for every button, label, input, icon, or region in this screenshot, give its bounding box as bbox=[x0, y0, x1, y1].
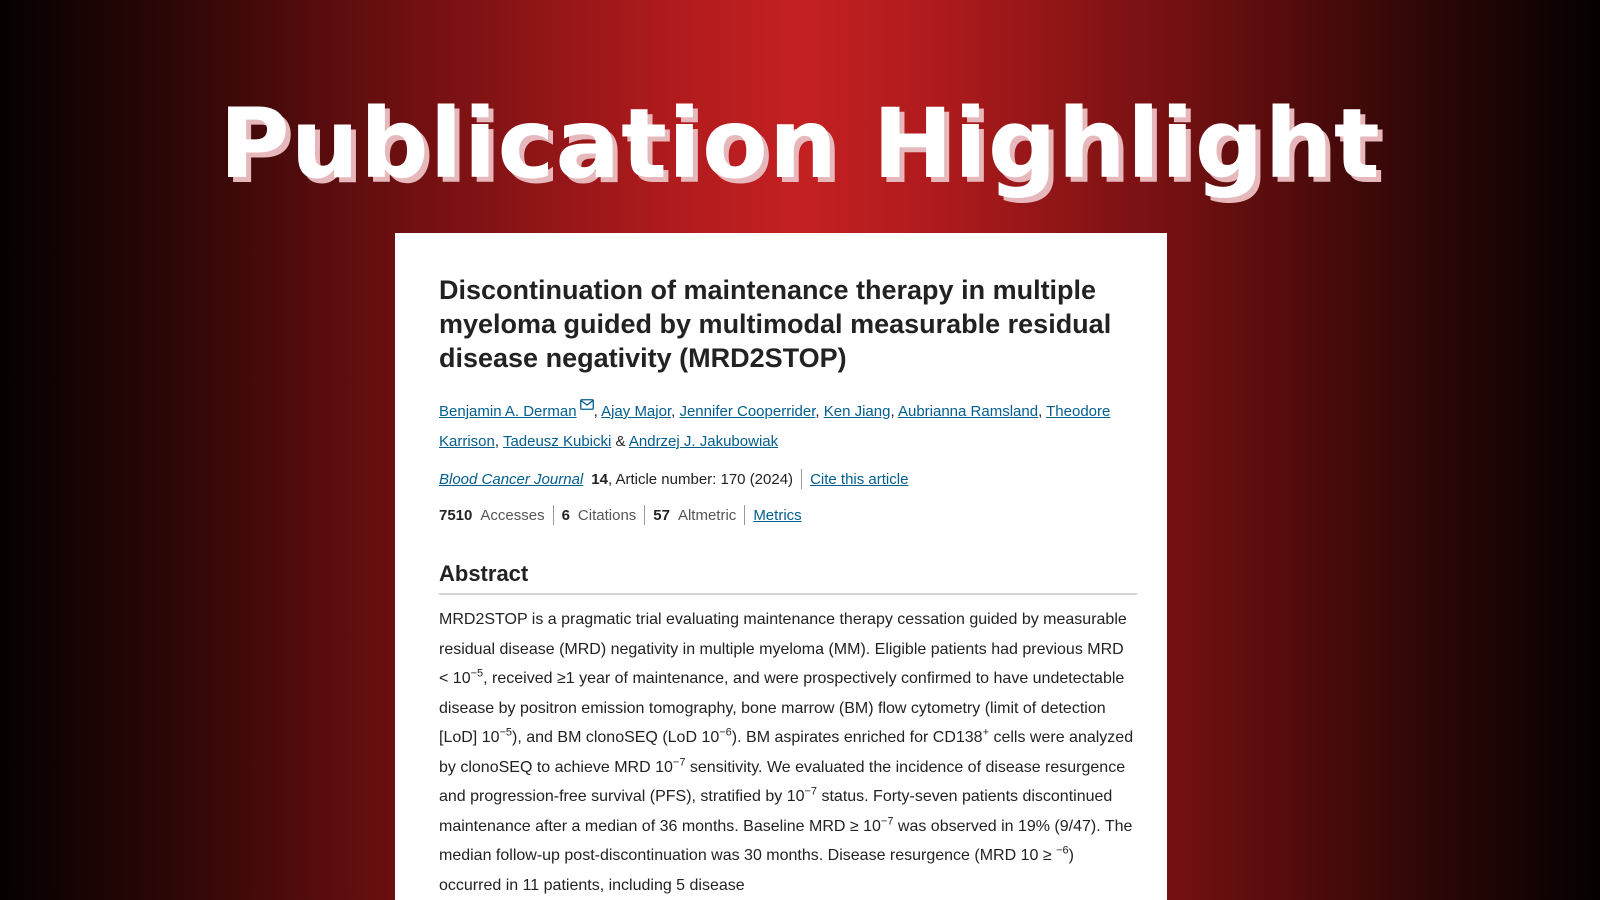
citations-count: 6 bbox=[561, 506, 570, 524]
author-link[interactable]: Theodore Karrison bbox=[439, 403, 1111, 450]
accesses-label: Accesses bbox=[480, 506, 545, 524]
cite-article-link[interactable]: Cite this article bbox=[810, 470, 909, 488]
author-list: Benjamin A. Derman , Ajay Major, Jennifer Cooperrider, Ken Jiang, Aubrianna Ramsland, Theodore Karrison, Tadeusz Kubicki & Andrzej J. Jakubowiak bbox=[439, 391, 1137, 457]
journal-link[interactable]: Blood Cancer Journal bbox=[439, 470, 584, 488]
article-title: Discontinuation of maintenance therapy in multiple myeloma guided by multimodal measurable residual disease negativity (MRD2STOP) bbox=[439, 275, 1112, 373]
author-link[interactable]: Andrzej J. Jakubowiak bbox=[628, 433, 779, 450]
accesses-count: 7510 bbox=[439, 506, 473, 524]
superscript: −5 bbox=[499, 726, 513, 739]
altmetric-count: 57 bbox=[653, 506, 670, 524]
author-link[interactable]: Aubrianna Ramsland bbox=[897, 403, 1039, 420]
author-link[interactable]: Ken Jiang bbox=[823, 403, 891, 420]
abstract-text-segment: , received ≥1 year of maintenance, and were prospectively confirmed to have undetectable disease by positron emission tomography, bone marrow (BM) flow cytometry (limit of detection [LoD] 10 bbox=[439, 670, 1125, 746]
divider bbox=[644, 505, 645, 525]
article-card bbox=[395, 233, 1167, 900]
author-link[interactable]: Jennifer Cooperrider bbox=[679, 403, 816, 420]
superscript: −7 bbox=[804, 785, 818, 798]
author-link[interactable]: Benjamin A. Derman bbox=[439, 403, 577, 420]
abstract-text-segment: status. Forty-seven patients discontinued maintenance after a median of 36 months. Baseline MRD ≥ 10 bbox=[439, 788, 1113, 835]
abstract-text-segment: ). BM aspirates enriched for CD138 bbox=[731, 729, 983, 746]
banner-title: Publication Highlight bbox=[219, 88, 1381, 200]
author-ampersand: & bbox=[615, 433, 626, 450]
divider bbox=[801, 469, 802, 489]
article-number: , Article number: 170 (2024) bbox=[607, 470, 794, 488]
abstract-body bbox=[439, 605, 1137, 900]
superscript: −7 bbox=[672, 756, 686, 769]
superscript: −7 bbox=[880, 815, 894, 828]
superscript: −6 bbox=[1056, 844, 1069, 857]
divider bbox=[744, 505, 745, 525]
citations-label: Citations bbox=[577, 506, 637, 524]
altmetric-label: Altmetric bbox=[677, 506, 737, 524]
author-link[interactable]: Tadeusz Kubicki bbox=[502, 433, 612, 450]
abstract-text-segment: was observed in 19% (9/47). The median follow-up post-discontinuation was 30 months. Disease resurgence (MRD 10 ≥ bbox=[439, 817, 1133, 864]
abstract-text-segment: ) occurred in 11 patients, including 5 disease bbox=[439, 847, 1074, 894]
metrics-bar bbox=[439, 505, 1137, 525]
metrics-link[interactable]: Metrics bbox=[753, 506, 802, 524]
abstract-text-segment: MRD2STOP is a pragmatic trial evaluating maintenance therapy cessation guided by measurable residual disease (MRD) negativity in multiple myeloma (MM). Eligible patients had previous MRD < 10 bbox=[439, 611, 1127, 687]
mail-icon[interactable] bbox=[580, 391, 594, 421]
superscript: −5 bbox=[470, 667, 484, 680]
author-link[interactable]: Ajay Major bbox=[601, 403, 672, 420]
abstract-text-segment: cells were analyzed by clonoSEQ to achieve MRD 10 bbox=[439, 729, 1134, 776]
abstract-text-segment: ), and BM clonoSEQ (LoD 10 bbox=[512, 729, 720, 746]
abstract-heading: Abstract bbox=[439, 561, 1137, 595]
superscript: + bbox=[982, 726, 990, 739]
journal-volume: 14 bbox=[591, 470, 608, 488]
divider bbox=[553, 505, 554, 525]
abstract-text-segment: sensitivity. We evaluated the incidence of disease resurgence and progression-free survival (PFS), stratified by 10 bbox=[439, 758, 1126, 805]
journal-info bbox=[439, 469, 1137, 489]
superscript: −6 bbox=[719, 726, 732, 739]
